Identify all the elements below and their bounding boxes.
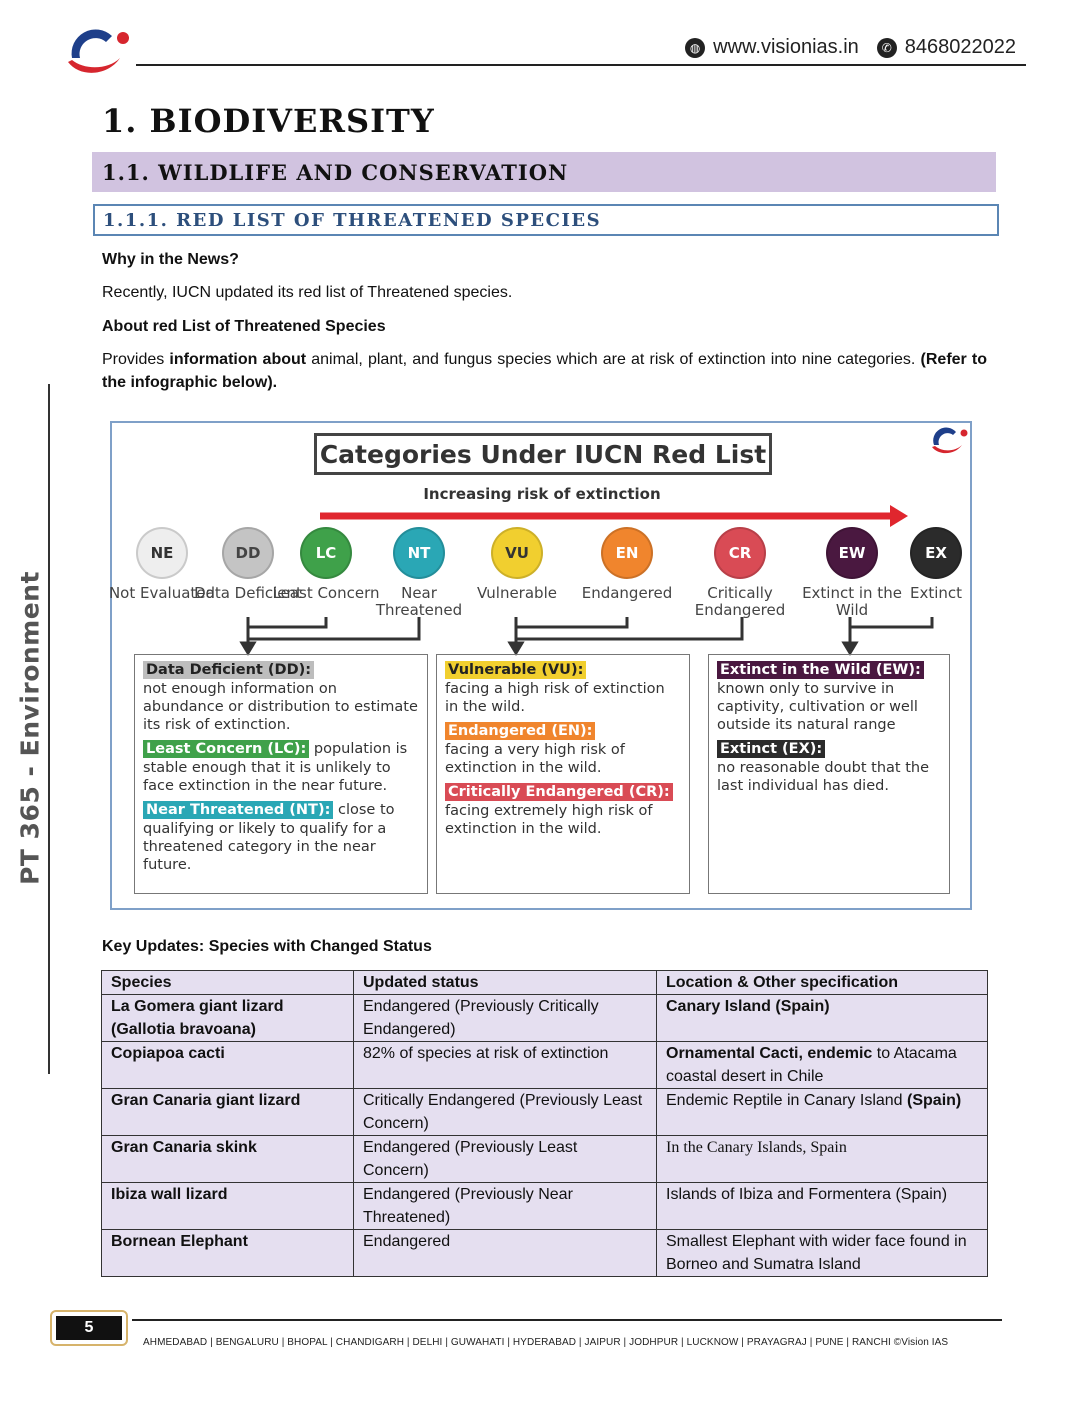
status-cell: 82% of species at risk of extinction: [354, 1042, 657, 1089]
col-status: Updated status: [354, 971, 657, 995]
category-en: [572, 527, 682, 602]
table-row: [102, 1136, 988, 1183]
status-cell: Critically Endangered (Previously Least Concern): [354, 1089, 657, 1136]
location-rest: to Atacama coastal desert in Chile: [666, 1045, 957, 1085]
category-ex: [881, 527, 991, 602]
about-ref: (Refer to the infographic below).: [102, 351, 988, 391]
category-name: Not Evaluated: [108, 584, 216, 602]
category-name: Critically Endangered: [694, 584, 786, 619]
category-code-badge: VU: [491, 527, 543, 579]
category-code-badge: EN: [601, 527, 653, 579]
about-paragraph: [102, 348, 987, 394]
category-description: [445, 722, 681, 777]
location-cell: [657, 1042, 988, 1089]
category-name: Vulnerable: [477, 584, 557, 602]
location-bold: Canary Island (Spain): [666, 998, 830, 1015]
header-contact: [685, 36, 1016, 59]
col-location: Location & Other specification: [657, 971, 988, 995]
category-code-badge: NE: [136, 527, 188, 579]
category-text: no reasonable doubt that the last individual has died.: [717, 760, 929, 794]
category-nt: [364, 527, 474, 619]
status-cell: Endangered: [354, 1230, 657, 1277]
category-text: facing a very high risk of extinction in the wild.: [445, 742, 625, 776]
location-rest: Endemic Reptile in Canary Island: [666, 1092, 908, 1109]
page-number-box: [50, 1310, 128, 1346]
website-text[interactable]: www.visionias.in: [713, 36, 859, 58]
location-cell: Islands of Ibiza and Formentera (Spain): [657, 1183, 988, 1230]
side-section-label: PT 365 - Environment: [15, 571, 45, 885]
category-tag: Critically Endangered (CR):: [445, 783, 673, 801]
table-caption: Key Updates: Species with Changed Status: [102, 938, 432, 955]
vision-ias-logo: [62, 24, 134, 80]
phone-icon: ✆: [877, 38, 897, 58]
page-number: 5: [56, 1316, 122, 1340]
location-cell: [657, 1089, 988, 1136]
category-tag: Data Deficient (DD):: [143, 661, 314, 679]
species-status-table: [101, 970, 988, 1277]
category-tag: Least Concern (LC):: [143, 740, 309, 758]
location-bold: (Spain): [907, 1092, 962, 1109]
table-row: [102, 1089, 988, 1136]
why-text: Recently, IUCN updated its red list of Threatened species.: [102, 284, 513, 301]
category-code-badge: EW: [826, 527, 878, 579]
table-row: [102, 995, 988, 1042]
side-divider: [48, 384, 50, 1074]
category-code-badge: NT: [393, 527, 445, 579]
category-name: Endangered: [581, 584, 673, 602]
category-text: population is stable enough that it is unlikely to face extinction in the near future.: [143, 741, 408, 794]
category-code-badge: LC: [300, 527, 352, 579]
species-cell: Bornean Elephant: [102, 1230, 354, 1277]
location-bold: Ornamental Cacti, endemic: [666, 1045, 873, 1062]
category-text: close to qualifying or likely to qualify for a threatened category in the near future.: [143, 802, 395, 873]
globe-icon: ◍: [685, 38, 705, 58]
category-description: [445, 783, 681, 838]
location-cell: Smallest Elephant with wider face found in Borneo and Sumatra Island: [657, 1230, 988, 1277]
category-description: [717, 661, 941, 734]
header-divider: [136, 64, 1026, 66]
category-code-badge: DD: [222, 527, 274, 579]
chapter-heading: 1. BIODIVERSITY: [102, 102, 435, 140]
status-cell: Endangered (Previously Least Concern): [354, 1136, 657, 1183]
species-cell: Copiapoa cacti: [102, 1042, 354, 1089]
table-header-row: [102, 971, 988, 995]
col-species: Species: [102, 971, 354, 995]
category-text: facing extremely high risk of extinction in the wild.: [445, 803, 653, 837]
box-dd-lc-nt: [134, 654, 428, 894]
category-code-badge: CR: [714, 527, 766, 579]
iucn-infographic: [110, 421, 972, 910]
subsection-heading: 1.1.1. RED LIST OF THREATENED SPECIES: [93, 204, 999, 236]
footer-divider: [132, 1319, 1002, 1321]
about-pre: Provides: [102, 351, 165, 368]
category-description: [143, 801, 419, 874]
box-vu-en-cr: [436, 654, 690, 894]
species-cell: La Gomera giant lizard (Gallotia bravoana): [102, 995, 354, 1042]
footer-cities: AHMEDABAD | BENGALURU | BHOPAL | CHANDIGARH | DELHI | GUWAHATI | HYDERABAD | JAIPUR | JODHPUR | LUCKNOW | PRAYAGRAJ | PUNE | RANCHI ©Vision IAS: [143, 1337, 949, 1348]
infographic-logo: [930, 425, 970, 457]
category-name: Near Threatened: [375, 584, 463, 619]
table-row: [102, 1042, 988, 1089]
why-heading: Why in the News?: [102, 251, 239, 268]
table-row: [102, 1230, 988, 1277]
location-cell: In the Canary Islands, Spain: [657, 1136, 988, 1183]
category-text: not enough information on abundance or distribution to estimate its risk of extinction.: [143, 681, 418, 733]
about-heading: About red List of Threatened Species: [102, 318, 386, 335]
category-tag: Extinct in the Wild (EW):: [717, 661, 924, 679]
category-tag: Vulnerable (VU):: [445, 661, 586, 679]
species-cell: Ibiza wall lizard: [102, 1183, 354, 1230]
category-tag: Endangered (EN):: [445, 722, 595, 740]
section-heading: 1.1. WILDLIFE AND CONSERVATION: [92, 152, 996, 192]
status-cell: Endangered (Previously Near Threatened): [354, 1183, 657, 1230]
category-description: [445, 661, 681, 716]
location-cell: [657, 995, 988, 1042]
category-cr: [685, 527, 795, 619]
category-tag: Extinct (EX):: [717, 740, 825, 758]
category-tag: Near Threatened (NT):: [143, 801, 333, 819]
status-cell: Endangered (Previously Critically Endangered): [354, 995, 657, 1042]
category-name: Least Concern: [272, 584, 380, 602]
category-description: [143, 661, 419, 734]
category-text: known only to survive in captivity, cultivation or well outside its natural range: [717, 681, 918, 733]
species-cell: Gran Canaria skink: [102, 1136, 354, 1183]
category-name: Data Deficient: [194, 584, 302, 602]
category-text: facing a high risk of extinction in the wild.: [445, 681, 665, 715]
category-code-badge: EX: [910, 527, 962, 579]
category-description: [143, 740, 419, 795]
category-description: [717, 740, 941, 795]
about-mid: animal, plant, and fungus species which are at risk of extinction into nine categories.: [311, 351, 916, 368]
infographic-subtitle: Increasing risk of extinction: [423, 485, 661, 503]
website-link[interactable]: [685, 36, 859, 59]
category-name: Extinct in the Wild: [802, 584, 902, 619]
category-name: Extinct: [909, 584, 963, 602]
table-row: [102, 1183, 988, 1230]
phone-link[interactable]: [877, 36, 1016, 59]
phone-text[interactable]: 8468022022: [904, 36, 1016, 58]
species-cell: Gran Canaria giant lizard: [102, 1089, 354, 1136]
infographic-title: Categories Under IUCN Red List: [314, 433, 772, 475]
about-bold: information about: [169, 351, 307, 368]
category-vu: [462, 527, 572, 602]
box-ew-ex: [708, 654, 950, 894]
